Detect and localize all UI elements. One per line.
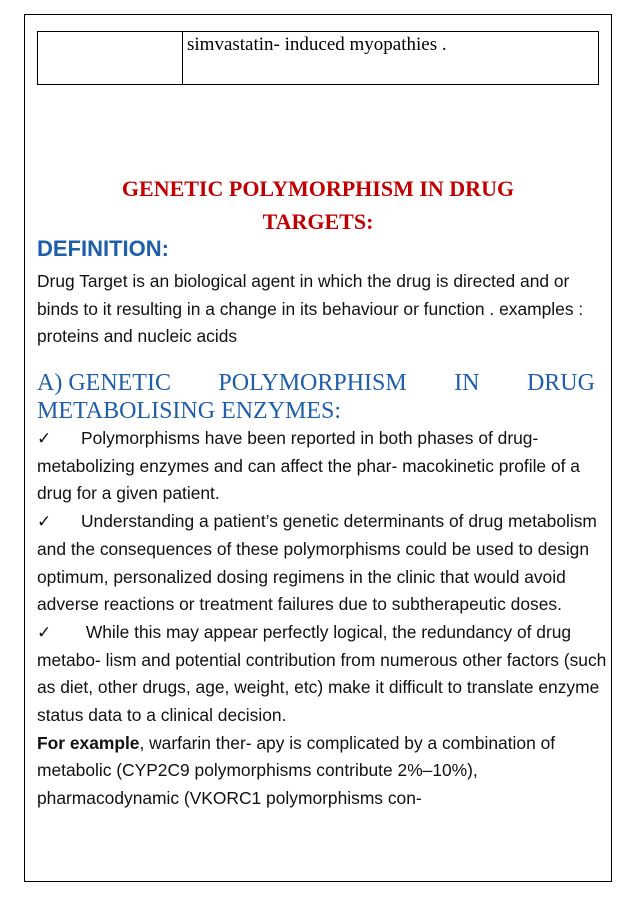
bullet-text: Polymorphisms have been reported in both phases of drug-metabolizing enzymes and can affect the phar- macokinetic profile of a drug for a given patient. [37,428,580,504]
main-heading [37,172,599,238]
section-a-title-line2: METABOLISING ENZYMES: [37,398,342,424]
bullet-text: While this may appear perfectly logical, the redundancy of drug metabo- lism and potential contribution from numerous other factors (such as diet, other drugs, age, weight, etc) make it difficult to translate enzyme status data to a clinical decision. [37,621,607,726]
section-a-word: A) GENETIC [37,370,171,396]
continuation-table-row [37,31,599,85]
bullet-list [37,425,607,813]
checkmark-icon: ✓ [37,622,52,642]
section-a-word: IN [454,370,480,396]
bullet-text: Understanding a patient’s genetic determinants of drug metabolism and the consequences of these polymorphisms could be used to design optimum, personalized dosing regimens in the clinic that would avoid adverse reactions or treatment failures due to subtherapeutic doses. [37,511,597,615]
main-heading-line1: GENETIC POLYMORPHISM IN DRUG [121,176,515,201]
main-heading-line2: TARGETS: [262,209,374,234]
table-cell-text: simvastatin- induced myopathies . [187,34,447,55]
example-paragraph [37,730,607,813]
table-cell-empty [38,32,183,84]
list-item [37,508,607,619]
section-a-title [37,369,595,425]
definition-title: DEFINITION: [37,236,169,261]
example-text: , warfarin ther- apy is complicated by a combination of metabolic (CYP2C9 polymorphisms contribute 2%–10%), pharmacodynamic (VKORC1 polymorphisms con- [37,732,556,809]
section-a-title-line1 [37,369,595,397]
section-a-word: POLYMORPHISM [218,370,407,396]
checkmark-icon: ✓ [37,512,52,532]
list-item [37,619,607,730]
list-item [37,425,607,508]
checkmark-icon: ✓ [37,429,52,448]
definition-text: Drug Target is an biological agent in which the drug is directed and or binds to it resulting in a change in its behaviour or function . examples : proteins and nucleic acids [37,271,584,347]
example-label: For example [37,732,140,753]
section-a-word: DRUG [526,370,595,396]
